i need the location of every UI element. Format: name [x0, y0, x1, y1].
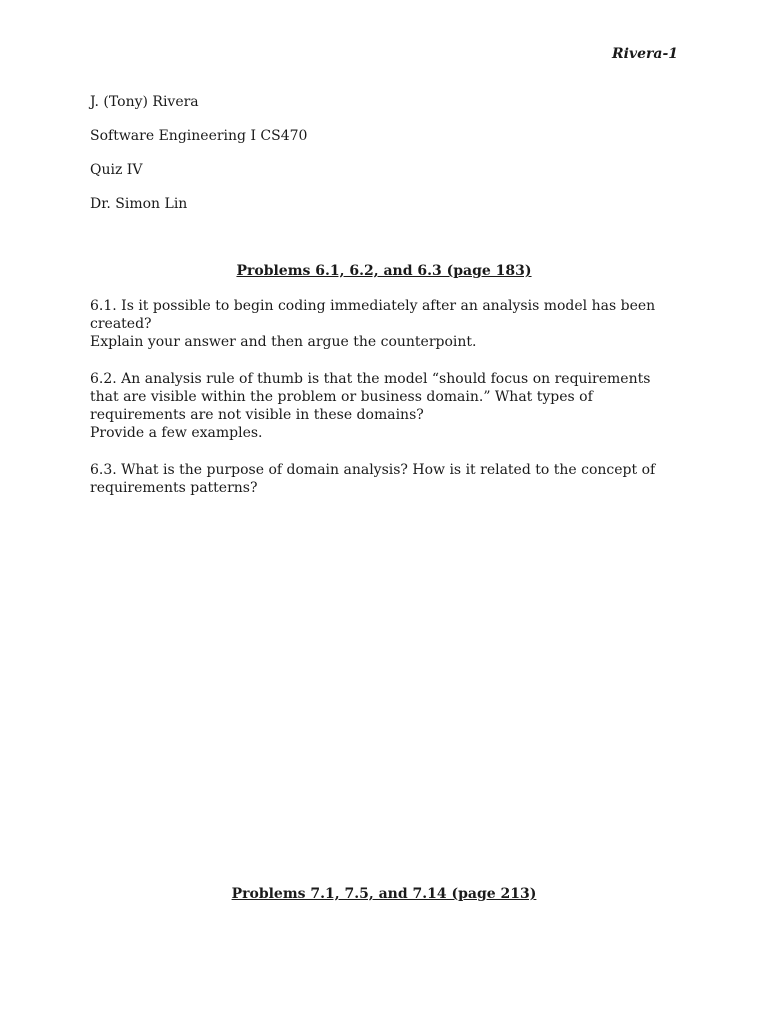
student-name: J. (Tony) Rivera: [90, 94, 199, 110]
page-header-label: Rivera-1: [612, 46, 678, 62]
problem-line: Provide a few examples.: [90, 425, 263, 441]
problem-line: Explain your answer and then argue the counterpoint.: [90, 334, 477, 350]
section-heading-problems-6: Problems 6.1, 6.2, and 6.3 (page 183): [236, 263, 532, 279]
problem-6-2: [90, 370, 690, 442]
problem-line: 6.3. What is the purpose of domain analysis? How is it related to the concept of: [90, 462, 656, 478]
problem-line: that are visible within the problem or business domain.” What types of: [90, 389, 593, 405]
problem-6-1: [90, 297, 690, 351]
problem-6-3: [90, 461, 690, 497]
problem-line: created?: [90, 316, 152, 332]
section-heading-problems-7: Problems 7.1, 7.5, and 7.14 (page 213): [231, 886, 537, 902]
instructor-name: Dr. Simon Lin: [90, 196, 188, 212]
assignment-name: Quiz IV: [90, 162, 143, 178]
problem-line: requirements are not visible in these domains?: [90, 407, 424, 423]
problem-line: requirements patterns?: [90, 480, 258, 496]
problem-line: 6.2. An analysis rule of thumb is that the model “should focus on requirements: [90, 371, 651, 387]
course-name: Software Engineering I CS470: [90, 128, 308, 144]
problem-line: 6.1. Is it possible to begin coding immediately after an analysis model has been: [90, 298, 656, 314]
